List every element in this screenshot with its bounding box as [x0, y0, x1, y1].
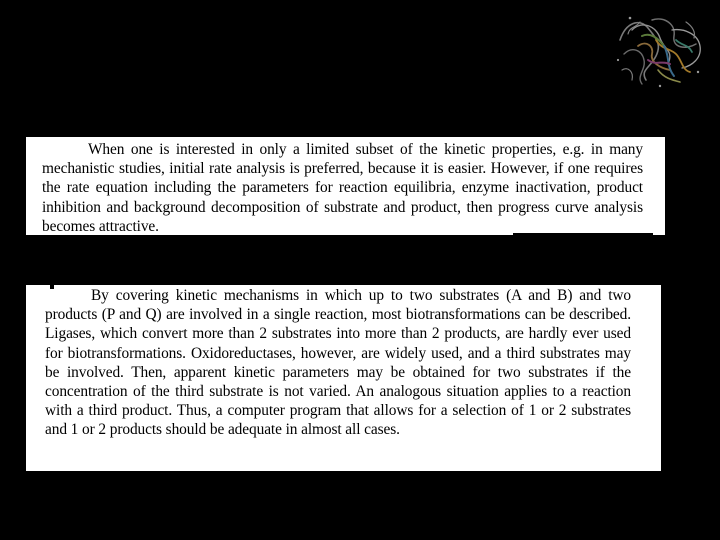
text-excerpt-progress-curve: [26, 137, 665, 235]
crop-corner-mark: [50, 284, 54, 289]
excerpt-paragraph: By covering kinetic mechanisms in which up to two substrates (A and B) and two products (P and Q) are involved in a single reaction, most biotransformations can be described. Ligases, which convert more than 2 substrates into more than 2 products, are hardly ever used for biotransformations. Oxidoreductases, however, are widely used, and a third substrates may be involved. Then, apparent kinetic parameters may be obtained for two substrates if the concentration of the third substrate is not varied. An analogous situation applies to a reaction with a third product. Thus, a computer program that allows for a selection of 1 or 2 substrates and 1 or 2 products should be adequate in almost all cases.: [45, 287, 631, 439]
excerpt-paragraph: When one is interested in only a limited subset of the kinetic properties, e.g. in many mechanistic studies, initial rate analysis is preferred, because it is easier. However, if one requires the rate equation including the parameters for reaction equilibria, enzyme inactivation, product inhibition and background decomposition of substrate and product, then progress curve analysis becomes attractive.: [42, 141, 643, 235]
crop-edge-bar: [513, 233, 653, 235]
protein-structure-icon: [612, 10, 708, 92]
text-excerpt-kinetic-mechanisms: [26, 285, 661, 471]
protein-ribbon-graphic: [612, 10, 708, 92]
